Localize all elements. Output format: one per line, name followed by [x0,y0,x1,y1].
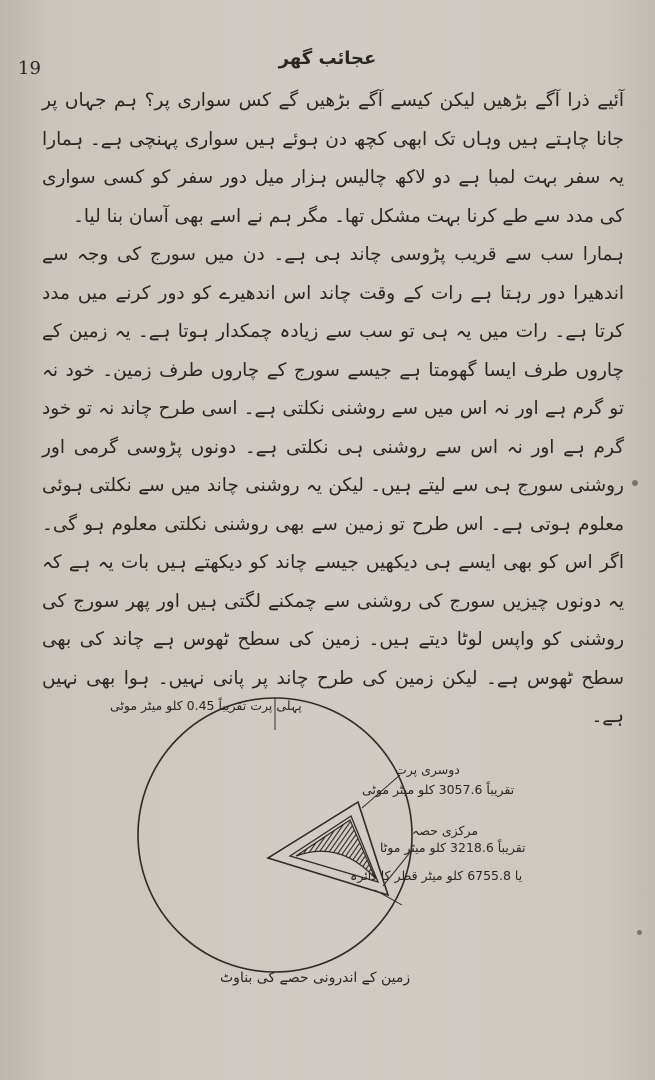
running-head: عجائب گھر [278,48,377,69]
second-layer-title: دوسری پرت [395,762,460,777]
paragraph: ہمارا سب سے قریب پڑوسی چاند ہی ہے۔ دن میں سورج کی وجہ سے اندھیرا دور رہتا ہے رات کے وقت چاند اس اندھیرے کو دور کرنے میں مدد کرتا ہے۔ رات میں یہ ہی تو سب سے زیادہ چمکدار ہوتا ہے۔ یہ زمین کے چاروں طرف ایسا گھومتا ہے جیسے سورج کے چاروں طرف زمین۔ خود نہ تو گرم ہے اور نہ اس میں سے روشنی نکلتی ہے۔ اسی طرح چاند نہ تو خود گرم ہے اور نہ اس سے روشنی ہی نکلتی ہے۔ دونوں پڑوسی گرمی اور روشنی سورج ہی سے لیتے ہیں۔ لیکن یہ روشنی چاند میں سے نکلتی ہوئی معلوم ہوتی ہے۔ اس طرح تو زمین سے بھی روشنی نکلتی معلوم ہو گی۔ اگر اس کو بھی ایسے ہی دیکھیں جیسے چاند کو دیکھتے ہیں بات یہ ہے کہ یہ دونوں چیزیں سورج کی روشنی سے چمکنے لگتی ہیں اور پھر سورج کی روشنی کو واپس لوٹا دیتے ہیں۔ زمین کی سطح ٹھوس ہے چاند کی بھی سطح ٹھوس ہے۔ لیکن زمین کی طرح چاند پر پانی نہیں۔ ہوا بھی نہیں ہے۔ [42,244,624,727]
core-title: مرکزی حصہ [412,823,479,838]
earth-structure-figure [100,690,600,1010]
figure-caption: زمین کے اندرونی حصے کی بناوٹ [220,970,411,986]
core-size: تقریباً 3218.6 کلو میٹر موٹا [380,840,526,855]
leader-diameter [375,890,402,905]
paper-spot [637,930,642,935]
paragraph: آئیے ذرا آگے بڑھیں لیکن کیسے آگے بڑھیں گے کس سواری پر؟ ہم جہاں پر جانا چاہتے ہیں وہاں تک ابھی کچھ دن ہوئے ہیں سواری پہنچی ہے۔ ہمارا یہ سفر بہت لمبا ہے دو لاکھ چالیس ہزار میل دور سفر کو کسی سواری کی مدد سے طے کرنا بہت مشکل تھا۔ مگر ہم نے اسے بھی آسان بنا لیا۔ [42,90,624,227]
core-diameter-label: یا 6755.8 کلو میٹر قطر کا دائرہ [350,868,523,883]
second-layer-size: تقریباً 3057.6 کلو میٹر موٹی [362,782,515,797]
first-layer-label: پہلی پرت تقریباً 0.45 کلو میٹر موٹی [110,698,302,713]
body-text [42,82,624,737]
paper-spot [632,480,638,486]
earth-outline [138,698,412,972]
page-number: 19 [18,58,41,79]
